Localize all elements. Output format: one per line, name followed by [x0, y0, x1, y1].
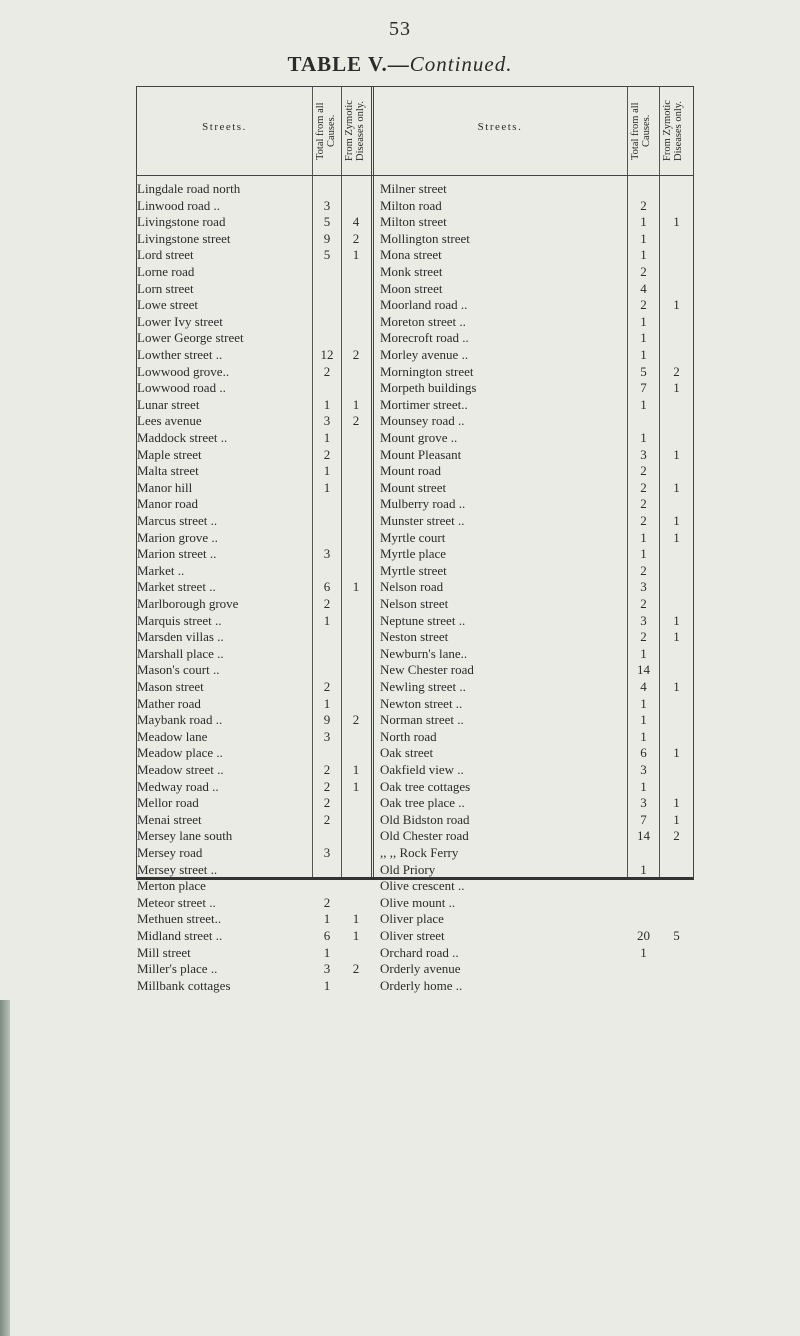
street-name: Mersey lane south: [137, 828, 233, 844]
street-name: Lingdale road north: [137, 181, 241, 196]
table-row: [137, 711, 693, 728]
street-name: Oliver place: [380, 911, 444, 927]
table-row: [137, 894, 693, 911]
table-row: [137, 562, 693, 579]
total-value: 1: [640, 695, 647, 711]
street-name: Mill street: [137, 944, 191, 960]
total-value: 3: [323, 845, 331, 860]
table-row: [137, 910, 693, 927]
zymotic-value: 1: [673, 629, 680, 645]
zymotic-value: 1: [352, 911, 360, 927]
street-name: Medway road ..: [137, 778, 219, 794]
table-row: [137, 197, 693, 214]
total-value: 12: [320, 347, 334, 362]
street-name: Olive crescent ..: [380, 878, 465, 894]
header-streets-right: Streets.: [477, 121, 523, 133]
table-row: [137, 379, 693, 396]
total-value: 2: [640, 513, 647, 528]
total-value: 1: [640, 645, 647, 661]
street-name: Marion street ..: [137, 546, 217, 562]
street-name: Myrtle court: [380, 529, 446, 545]
street-name: Milton street: [380, 214, 447, 230]
total-value: 1: [640, 330, 647, 346]
street-name: Meadow lane: [137, 728, 208, 744]
total-value: 2: [640, 297, 647, 313]
total-value: 1: [640, 313, 647, 329]
street-name: Methuen street..: [137, 911, 222, 927]
table-row: [137, 396, 693, 413]
street-name: Oliver street: [380, 928, 445, 943]
total-value: 9: [323, 230, 331, 246]
street-name: Lowwood road ..: [137, 380, 226, 396]
total-value: 2: [323, 894, 331, 910]
zymotic-value: 1: [352, 778, 360, 794]
zymotic-value: 4: [352, 214, 360, 230]
total-value: 2: [323, 596, 331, 611]
total-value: 1: [323, 944, 331, 960]
table-row: [137, 529, 693, 546]
street-name: Lower Ivy street: [137, 313, 223, 329]
total-value: 1: [640, 778, 647, 794]
table-row: [137, 180, 693, 197]
zymotic-value: 1: [673, 811, 680, 827]
street-name: Marion grove ..: [137, 529, 218, 545]
table-row: [137, 695, 693, 712]
total-value: 1: [323, 463, 331, 479]
street-name: Livingstone street: [137, 230, 231, 246]
total-value: 2: [323, 795, 331, 811]
table-row: [137, 811, 693, 828]
zymotic-value: 1: [673, 446, 680, 462]
header-total-left: Total from all Causes.: [315, 102, 337, 160]
total-value: 3: [640, 762, 647, 777]
street-name: Lowe street: [137, 297, 199, 313]
total-value: 14: [637, 828, 650, 844]
total-value: 1: [640, 529, 647, 545]
table-row: [137, 628, 693, 645]
street-name: Milton road: [380, 197, 442, 213]
street-name: Millbank cottages: [137, 977, 231, 993]
street-name: Oak tree cottages: [380, 778, 471, 794]
table-row: [137, 778, 693, 795]
street-name: Lunar street: [137, 396, 200, 412]
street-name: Mount Pleasant: [380, 446, 462, 462]
header-streets-left: Streets.: [202, 121, 247, 133]
table-row: [137, 927, 693, 944]
street-name: Mersey road: [137, 845, 203, 860]
street-name: Newton street ..: [380, 695, 463, 711]
table-row: [137, 280, 693, 297]
total-value: 1: [640, 347, 647, 362]
total-value: 6: [323, 928, 331, 943]
total-value: 5: [640, 363, 647, 379]
street-name: Marcus street ..: [137, 513, 218, 528]
street-name: Myrtle place: [380, 546, 447, 562]
table-title-main: TABLE V.—: [287, 52, 410, 76]
street-name: Lowther street ..: [137, 347, 223, 362]
street-name: Meadow place ..: [137, 745, 223, 761]
street-name: Orderly avenue: [380, 961, 461, 977]
total-value: 1: [640, 230, 647, 246]
street-name: Maybank road ..: [137, 712, 223, 728]
total-value: 4: [640, 280, 647, 296]
zymotic-value: 1: [673, 529, 680, 545]
street-name: Mount grove ..: [380, 430, 458, 445]
street-name: Menai street: [137, 811, 202, 827]
street-name: Mortimer street..: [380, 396, 468, 412]
total-value: 2: [640, 197, 647, 213]
table-row: [137, 595, 693, 612]
street-name: Maddock street ..: [137, 430, 228, 445]
street-name: Marsden villas ..: [137, 629, 224, 645]
table-row: [137, 429, 693, 446]
street-name: Mollington street: [380, 230, 470, 246]
table-title-continued: Continued.: [409, 52, 513, 76]
street-name: Livingstone road: [137, 214, 226, 230]
street-name: Old Bidston road: [380, 811, 470, 827]
table-row: [137, 329, 693, 346]
street-name: ,, ,, Rock Ferry: [380, 845, 459, 860]
street-name: Market street ..: [137, 579, 216, 595]
street-name: Midland street ..: [137, 928, 223, 943]
street-name: Moreton street ..: [380, 313, 466, 329]
total-value: 1: [640, 214, 647, 230]
zymotic-value: 2: [352, 712, 360, 728]
total-value: 2: [640, 496, 647, 512]
zymotic-value: 1: [673, 745, 680, 761]
zymotic-value: 2: [352, 230, 360, 246]
zymotic-value: 1: [352, 579, 360, 595]
street-name: Meadow street ..: [137, 762, 224, 777]
table-row: [137, 412, 693, 429]
street-name: Morpeth buildings: [380, 380, 477, 396]
street-name: Nelson street: [380, 596, 449, 611]
total-value: 2: [640, 562, 647, 578]
street-name: Market ..: [137, 562, 185, 578]
table-row: [137, 728, 693, 745]
total-value: 6: [640, 745, 647, 761]
street-name: Morecroft road ..: [380, 330, 469, 346]
street-name: Manor road: [137, 496, 199, 512]
street-name: Newling street ..: [380, 679, 466, 694]
street-name: Mersey street ..: [137, 861, 218, 877]
street-name: Oak street: [380, 745, 434, 761]
total-value: 2: [323, 446, 331, 462]
zymotic-value: 1: [673, 297, 680, 313]
street-name: Norman street ..: [380, 712, 464, 728]
street-name: Moon street: [380, 280, 443, 296]
table-row: [137, 645, 693, 662]
street-name: Mather road: [137, 695, 201, 711]
header-rule: [137, 175, 693, 176]
zymotic-value: 2: [673, 363, 680, 379]
zymotic-value: 2: [352, 961, 360, 977]
street-name: Myrtle street: [380, 562, 447, 578]
street-name: Mount street: [380, 479, 447, 495]
street-name: Milner street: [380, 181, 447, 196]
table-row: [137, 213, 693, 230]
zymotic-value: 1: [352, 396, 360, 412]
street-name: Nelson road: [380, 579, 444, 595]
header-zymotic-right: From Zymotic Diseases only.: [662, 100, 684, 162]
table-row: [137, 761, 693, 778]
table-row: [137, 861, 693, 878]
total-value: 2: [640, 463, 647, 479]
total-value: 5: [323, 247, 331, 263]
street-name: Marshall place ..: [137, 645, 224, 661]
total-value: 1: [640, 712, 647, 728]
total-value: 3: [640, 446, 647, 462]
total-value: 1: [323, 430, 331, 445]
total-value: 14: [637, 662, 650, 678]
street-name: Linwood road ..: [137, 197, 221, 213]
total-value: 2: [640, 629, 647, 645]
total-value: 1: [640, 728, 647, 744]
table-row: [137, 977, 693, 994]
zymotic-value: 1: [673, 612, 680, 628]
total-value: 2: [323, 811, 331, 827]
table-row: [137, 545, 693, 562]
table-row: [137, 678, 693, 695]
total-value: 20: [637, 928, 650, 943]
page-number: 53: [389, 18, 411, 40]
zymotic-value: 2: [673, 828, 680, 844]
zymotic-value: 1: [352, 247, 360, 263]
table-row: [137, 794, 693, 811]
street-name: Olive mount ..: [380, 894, 456, 910]
street-name: New Chester road: [380, 662, 474, 678]
street-name: Monk street: [380, 264, 443, 279]
total-value: 1: [323, 396, 331, 412]
total-value: 2: [640, 264, 647, 279]
street-name: Lord street: [137, 247, 194, 263]
total-value: 1: [323, 695, 331, 711]
total-value: 2: [323, 679, 331, 694]
street-name: Morley avenue ..: [380, 347, 469, 362]
total-value: 3: [640, 612, 647, 628]
total-value: 3: [640, 795, 647, 811]
street-name: Neptune street ..: [380, 612, 466, 628]
total-value: 4: [640, 679, 647, 694]
zymotic-value: 1: [673, 214, 680, 230]
street-name: Miller's place ..: [137, 961, 218, 977]
table-row: [137, 661, 693, 678]
street-name: Lorne road: [137, 264, 195, 279]
street-name: Mellor road: [137, 795, 199, 811]
total-value: 2: [323, 363, 331, 379]
zymotic-value: 1: [352, 762, 360, 777]
street-name: Oakfield view ..: [380, 762, 464, 777]
header-zymotic-left: From Zymotic Diseases only.: [344, 100, 366, 162]
zymotic-value: 1: [673, 479, 680, 495]
table-row: [137, 346, 693, 363]
street-name: Mornington street: [380, 363, 474, 379]
street-name: Maple street: [137, 446, 202, 462]
total-value: 2: [323, 762, 331, 777]
zymotic-value: 2: [352, 347, 360, 362]
table-row: [137, 960, 693, 977]
zymotic-value: 1: [673, 795, 680, 811]
street-name: Malta street: [137, 463, 199, 479]
street-name: Marlborough grove: [137, 596, 239, 611]
zymotic-value: 1: [673, 679, 680, 694]
street-name: Old Priory: [380, 861, 436, 877]
total-value: 1: [640, 430, 647, 445]
street-name: Mount road: [380, 463, 442, 479]
table-row: [137, 479, 693, 496]
street-name: Orderly home ..: [380, 977, 463, 993]
total-value: 3: [640, 579, 647, 595]
table-row: [137, 462, 693, 479]
zymotic-value: 2: [352, 413, 360, 429]
total-value: 1: [323, 479, 331, 495]
scan-edge: [0, 1000, 10, 1336]
street-name: Mason street: [137, 679, 204, 694]
street-name: Orchard road ..: [380, 944, 459, 960]
table-row: [137, 495, 693, 512]
street-name: Mulberry road ..: [380, 496, 466, 512]
table-row: [137, 844, 693, 861]
zymotic-value: 5: [673, 928, 680, 943]
table-row: [137, 744, 693, 761]
street-name: Munster street ..: [380, 513, 465, 528]
zymotic-value: 1: [673, 513, 680, 528]
total-value: 1: [640, 396, 647, 412]
street-name: Newburn's lane..: [380, 645, 468, 661]
table-row: [137, 944, 693, 961]
total-value: 5: [323, 214, 331, 230]
total-value: 9: [323, 712, 331, 728]
table-row: [137, 877, 693, 894]
street-name: Lees avenue: [137, 413, 202, 429]
table-row: [137, 246, 693, 263]
total-value: 1: [323, 612, 331, 628]
street-name: Lower George street: [137, 330, 244, 346]
table-row: [137, 263, 693, 280]
table-row: [137, 827, 693, 844]
total-value: 1: [323, 911, 331, 927]
zymotic-value: 1: [673, 380, 680, 396]
total-value: 3: [323, 728, 331, 744]
total-value: 1: [323, 977, 331, 993]
total-value: 3: [323, 197, 331, 213]
street-name: North road: [380, 728, 437, 744]
street-name: Old Chester road: [380, 828, 469, 844]
zymotic-value: 1: [352, 928, 360, 943]
total-value: 1: [640, 861, 647, 877]
total-value: 7: [640, 380, 647, 396]
street-name: Meteor street ..: [137, 894, 216, 910]
total-value: 1: [640, 546, 647, 562]
street-name: Mounsey road ..: [380, 413, 465, 429]
total-value: 3: [323, 413, 331, 429]
street-name: Mason's court ..: [137, 662, 220, 678]
total-value: 3: [323, 546, 331, 562]
street-name: Oak tree place ..: [380, 795, 465, 811]
total-value: 3: [323, 961, 331, 977]
total-value: 2: [640, 479, 647, 495]
street-name: Mona street: [380, 247, 442, 263]
table-row: [137, 512, 693, 529]
header-total-right: Total from all Causes.: [630, 102, 652, 160]
table-row: [137, 296, 693, 313]
street-name: Lorn street: [137, 280, 194, 296]
table-title: [0, 52, 800, 77]
street-name: Moorland road ..: [380, 297, 468, 313]
total-value: 1: [640, 247, 647, 263]
data-table: [136, 86, 694, 993]
total-value: 1: [640, 944, 647, 960]
street-name: Neston street: [380, 629, 449, 645]
street-name: Manor hill: [137, 479, 193, 495]
table-row: [137, 313, 693, 330]
total-value: 6: [323, 579, 331, 595]
table-row: [137, 578, 693, 595]
total-value: 2: [323, 778, 331, 794]
table-row: [137, 363, 693, 380]
table-row: [137, 446, 693, 463]
total-value: 7: [640, 811, 647, 827]
street-name: Merton place: [137, 878, 206, 894]
table-row: [137, 230, 693, 247]
table-row: [137, 612, 693, 629]
total-value: 2: [640, 596, 647, 611]
street-name: Marquis street ..: [137, 612, 222, 628]
street-name: Lowwood grove..: [137, 363, 230, 379]
